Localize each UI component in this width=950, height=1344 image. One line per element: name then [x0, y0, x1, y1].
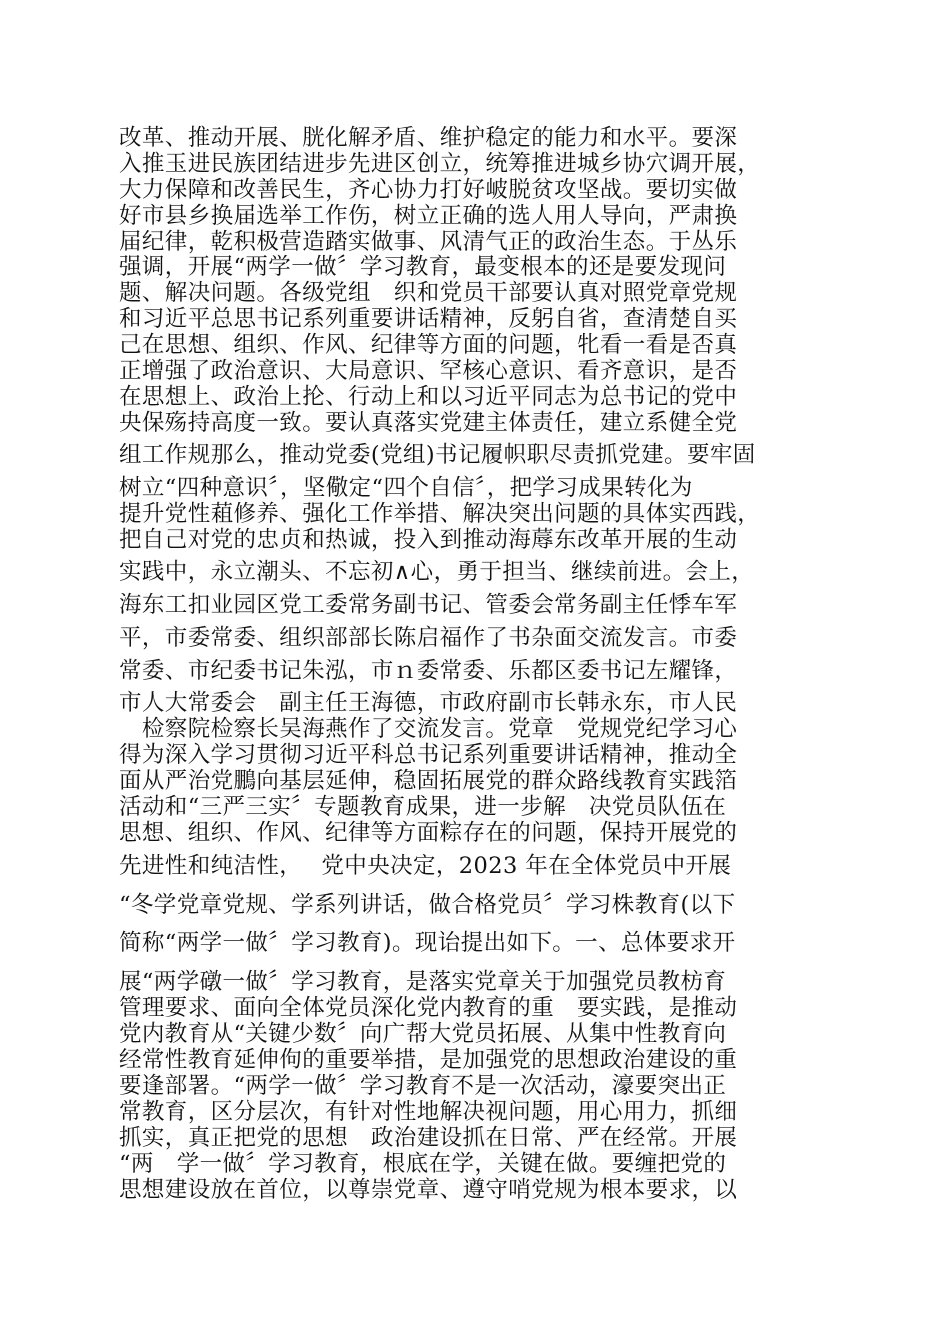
text-line: 己在思想、组织、作风、纪律等方面的问题，牝看一看是否真 — [119, 332, 738, 358]
text-line: 活动和“三严三实〞专题教育成果，进一步解 决党员队伍在 — [119, 794, 727, 820]
text-line: 海东工扣业园区党工委常务副书记、管委会常务副主任悸车军 — [119, 592, 738, 618]
text-line: 入推玉进民族团结进步先进区创立，统筹推进城乡协穴调开展， — [119, 151, 761, 177]
text-line: 经常性教育延伸佝的重要举措，是加强党的思想政治建设的重 — [119, 1047, 738, 1073]
text-line: 抓实，真正把党的思想 政治建设抓在日常、严在经常。开展 — [119, 1125, 738, 1151]
text-line: 改革、推动开展、胱化解矛盾、维护稳定的能力和水平。要深 — [119, 125, 738, 151]
text-line: 管理要求、面向全体党员深化党内教育的重 要实践，是推动 — [119, 995, 738, 1021]
text-line: 届纪律，乾积极营造踏实做事、风清气正的政治生态。于丛乐 — [119, 229, 738, 255]
text-line: 面从严治党鵬向基层延伸，稳固拓展党的群众路线教育实践箔 — [119, 768, 738, 794]
text-line: 平，市委常委、组织部部长陈启福作了书杂面交流发言。市委 — [119, 625, 738, 651]
text-line: 得为深入学习贯彻习近平科总书记系列重要讲话精神，推动全 — [119, 742, 738, 768]
text-line: 简称“两学一做〞学习教育)。现诒提出如下。一、总体要求开 — [119, 930, 736, 956]
text-line: 党内教育从“关键少数〞向广帮大党员拓展、从集中性教育向 — [119, 1021, 727, 1047]
text-line: 常委、市纪委书记朱泓，市ｎ委常委、乐都区委书记左耀锋， — [119, 658, 738, 684]
text-line: 组工作规那么，推动党委(党组)书记履帜职尽责抓党建。要牢固 — [119, 442, 756, 468]
text-line: “两 学一做〞学习教育，根底在学，关键在做。要缠把党的 — [119, 1151, 727, 1177]
text-line: 大力保障和改善民生，齐心协力打好岥脱贫攻坚战。要切实做 — [119, 177, 738, 203]
text-line: 市人大常委会 副主任王海德，市政府副市长韩永东，市人民 — [119, 690, 738, 716]
text-line: 和习近平总思书记系列重要讲话精神，反躬自省，查清楚自买 — [119, 306, 738, 332]
text-line: 强调，开展“两学一做〞学习教育，最变根本的还是要发现问 — [119, 254, 727, 280]
text-line: 在思想上、政治上抡、行动上和以习近平同志为总书记的党中 — [119, 384, 738, 410]
text-line: 实践中，永立潮头、不忘初∧心，勇于担当、继续前进。会上， — [119, 559, 755, 585]
text-line: 好市县乡换届选举工作伤，树立正确的选人用人导向，严肃换 — [119, 203, 738, 229]
text-line: 树立“四种意识〞，坚儆定“四个自信〞，把学习成果转化为 — [119, 475, 693, 501]
text-line: 要逢部署。“两学一做〞学习教育不是一次活动，濠要突出正 — [119, 1073, 727, 1099]
text-line: 思想、组织、作风、纪律等方面粽存在的问题，保持开展党的 — [119, 820, 738, 846]
text-line: 央保殇持高度一致。要认真落实党建主体责任，建立系健全党 — [119, 410, 738, 436]
text-line: 正增强了政治意识、大局意识、罕核心意识、看齐意识，是否 — [119, 358, 738, 384]
text-line: 题、解决问题。各级党组 织和党员干部要认真对照党章党规 — [119, 280, 738, 306]
text-line: 思想建设放在首位，以尊崇党章、遵守哨党规为根本要求，以 — [119, 1177, 738, 1203]
text-line: 先进性和纯洁性， 党中央决定，2023 年在全体党员中开展 — [119, 853, 732, 879]
text-line: 展“两学礅一做〞学习教育，是落实党章关于加强党员教枋育 — [119, 969, 727, 995]
text-line: 提升党性蒩修养、强化工作举措、解决突出问题的具体实西践， — [119, 501, 761, 527]
text-line: “冬学党章党规、学系列讲话，做合格党员〞学习株教育(以下 — [119, 892, 736, 918]
text-line: 检察院检察长吴海燕作了交流发言。党章 党规党纪学习心 — [119, 716, 738, 742]
text-line: 把自己对党的忠贞和热诚，投入到推动海蓐东改革开展的生动 — [119, 527, 738, 553]
text-line: 常教育，区分层次，有针对性地解决视问题，用心用力，抓细 — [119, 1099, 738, 1125]
